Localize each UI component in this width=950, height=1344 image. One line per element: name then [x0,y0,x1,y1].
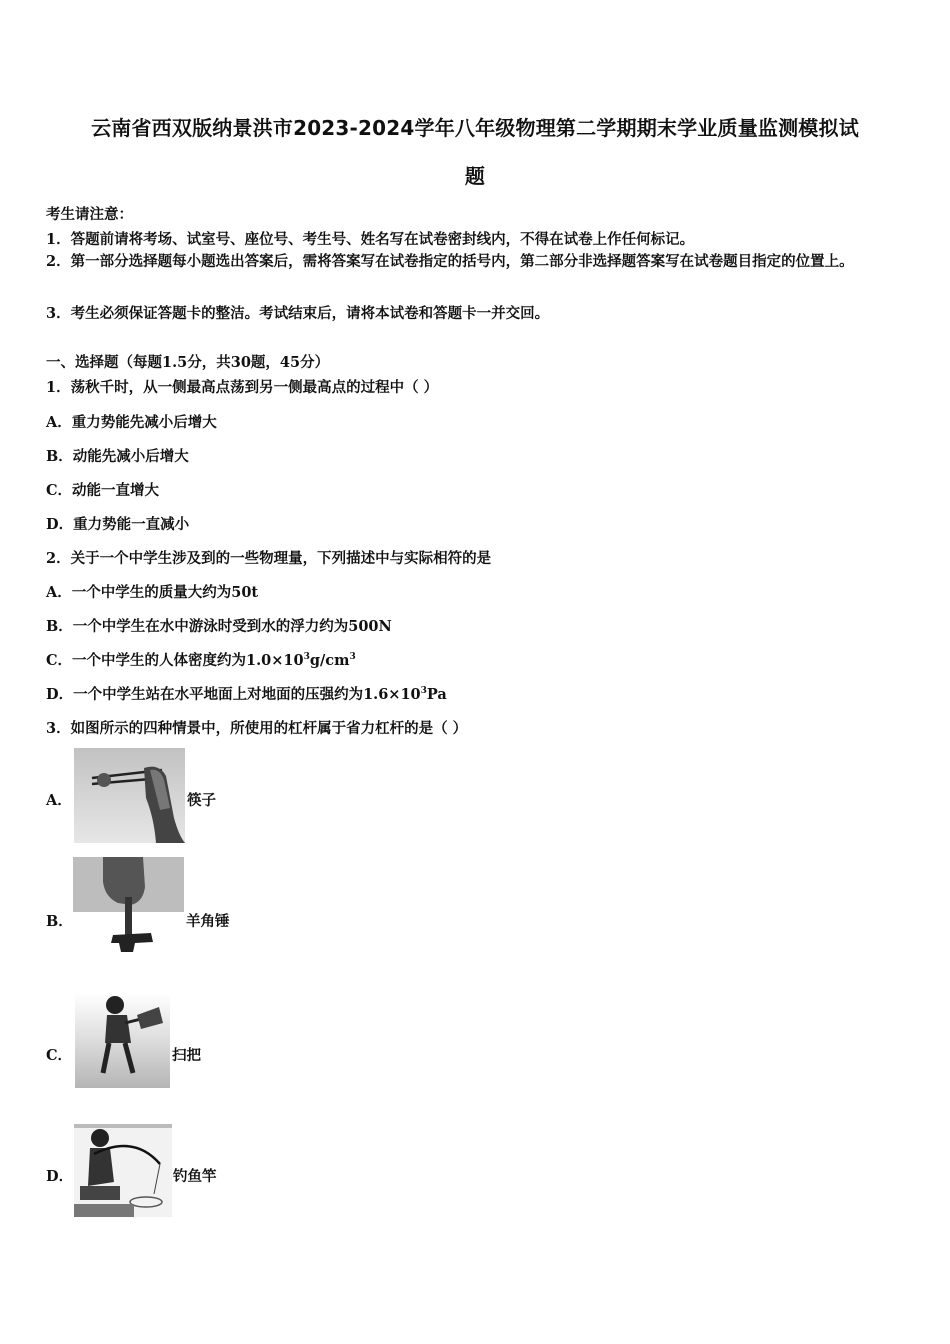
question-3-option-b-letter: B． [46,913,73,930]
fishing-rod-photo-icon [74,1124,172,1217]
question-3-option-c-caption: 扫把 [172,1047,201,1064]
question-1-option-b: B．动能先减小后增大 [46,448,189,465]
question-2-option-c: C．一个中学生的人体密度约为$1.0\times 10^3g/cm^3$ [46,652,356,669]
question-2-option-b: B．一个中学生在水中游泳时受到水的浮力约为500N [46,618,392,635]
question-3-option-c-letter: C． [46,1047,73,1064]
notice-item-3: 3．考生必须保证答题卡的整洁。考试结束后，请将本试卷和答题卡一并交回。 [46,305,550,322]
notice-item-1: 1．答题前请将考场、试室号、座位号、考生号、姓名写在试卷密封线内，不得在试卷上作任何标记。 [46,231,695,248]
notice-heading: 考生请注意： [46,206,133,223]
question-3-option-d-caption: 钓鱼竿 [173,1168,217,1185]
question-3-option-a-caption: 筷子 [187,792,216,809]
chopsticks-photo-icon [74,748,185,843]
claw-hammer-photo-icon [73,857,184,952]
question-2-option-d: D．一个中学生站在水平地面上对地面的压强约为$1.6\times 10^3Pa$ [46,686,447,703]
question-2-option-a: A．一个中学生的质量大约为50t [46,584,259,601]
question-2-stem: 2．关于一个中学生涉及到的一些物理量，下列描述中与实际相符的是 [46,550,492,567]
question-1-stem: 1．荡秋千时，从一侧最高点荡到另一侧最高点的过程中（ ） [46,379,439,396]
question-1-option-c: C．动能一直增大 [46,482,160,499]
question-1-option-d: D．重力势能一直减小 [46,516,190,533]
question-3-option-d-letter: D． [46,1168,74,1185]
page-title-continued: 题 [464,164,486,188]
question-3-option-a-letter: A． [46,792,72,809]
section-heading: 一、选择题（每题1.5分，共30题，45分） [46,354,330,371]
broom-sweeper-photo-icon [75,993,170,1088]
question-3-option-b-caption: 羊角锤 [186,913,230,930]
question-1-option-a: A．重力势能先减小后增大 [46,414,217,431]
page-title: 云南省西双版纳景洪市2023-2024学年八年级物理第二学期期末学业质量监测模拟试 [91,116,859,140]
notice-item-2: 2．第一部分选择题每小题选出答案后，需将答案写在试卷指定的括号内，第二部分非选择题答案写在试卷题目指定的位置上。 [46,253,854,270]
question-3-stem: 3．如图所示的四种情景中，所使用的杠杆属于省力杠杆的是（ ） [46,720,468,737]
